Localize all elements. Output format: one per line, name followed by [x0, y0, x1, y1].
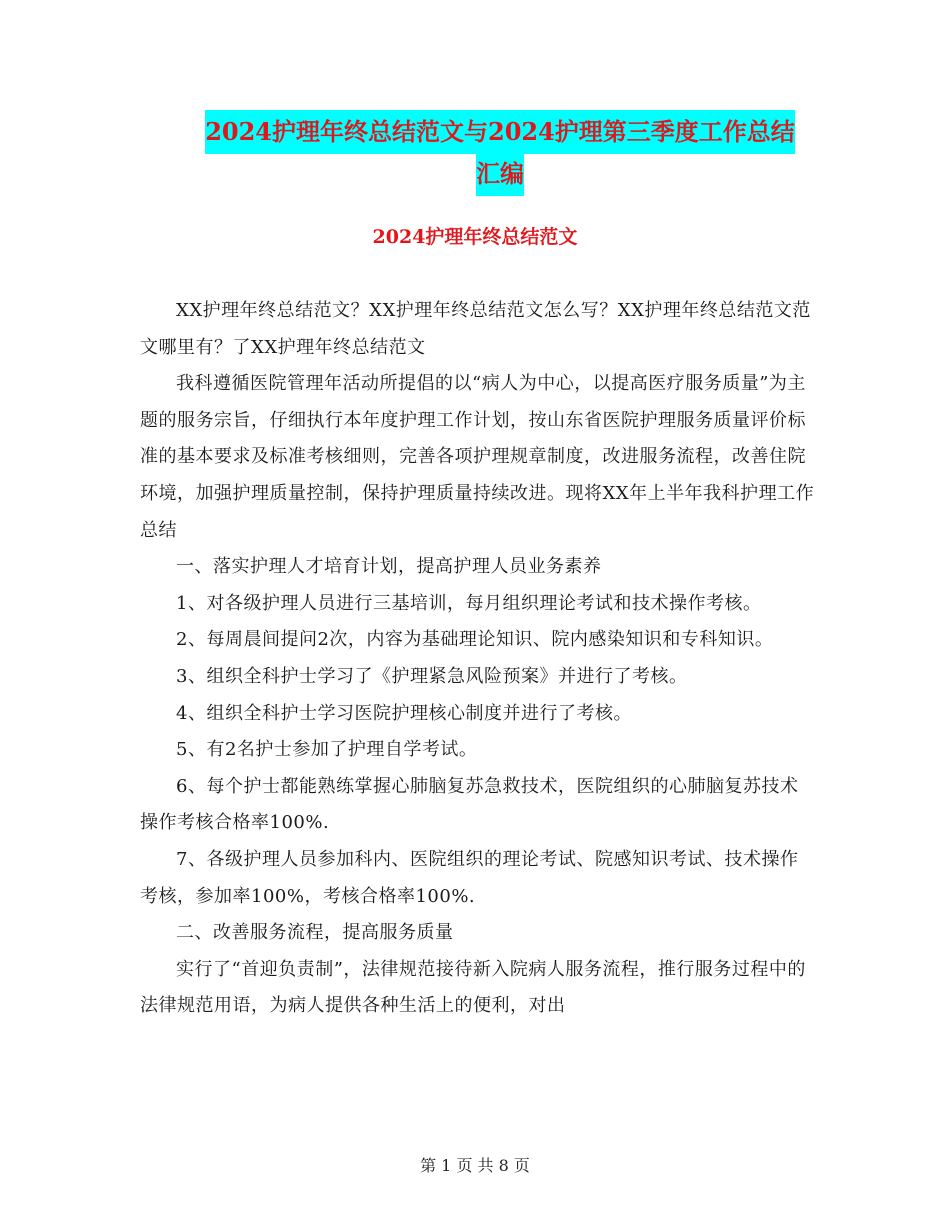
document-body — [140, 293, 816, 1025]
list-item: 2、每周晨间提问2次，内容为基础理论知识、院内感染知识和专科知识。 — [176, 629, 774, 651]
list-item: 5、有2名护士参加了护理自学考试。 — [176, 739, 478, 761]
page-footer: 第 1 页 共 8 页 — [420, 1156, 530, 1175]
list-item: 4、组织全科护士学习医院护理核心制度并进行了考核。 — [176, 702, 632, 724]
heading-paragraph: 二、改善服务流程，提高服务质量 — [176, 922, 454, 944]
paragraph: 我科遵循医院管理年活动所提倡的以“病人为中心，以提高医疗服务质量”为主题的服务宗旨，仔细执行本年度护理工作计划，按山东省医院护理服务质量评价标准的基本要求及标准考核细则，完善各项护理规章制度，改进服务流程，改善住院环境，加强护理质量控制，保持护理质量持续改进。现将XX年上半年我科护理工作总结 — [140, 373, 815, 541]
heading-paragraph: 一、落实护理人才培育计划，提高护理人员业务素养 — [176, 556, 602, 578]
list-item: 3、组织全科护士学习了《护理紧急风险预案》并进行了考核。 — [176, 665, 688, 687]
list-item: 6、每个护士都能熟练掌握心肺脑复苏急救技术，医院组织的心肺脑复苏技术操作考核合格率100%. — [140, 775, 799, 834]
document-title-line-1 — [150, 110, 850, 154]
section-title: 2024护理年终总结范文 — [372, 226, 578, 248]
list-item: 7、各级护理人员参加科内、医院组织的理论考试、院感知识考试、技术操作考核，参加率100%，考核合格率100%. — [140, 848, 799, 907]
title-highlight: 汇编 — [476, 152, 524, 196]
paragraph: 实行了“首迎负责制”，法律规范接待新入院病人服务流程，推行服务过程中的法律规范用语，为病人提供各种生活上的便利，对出 — [140, 958, 806, 1017]
title-highlight: 2024护理年终总结范文与2024护理第三季度工作总结 — [205, 110, 795, 154]
list-item: 1、对各级护理人员进行三基培训，每月组织理论考试和技术操作考核。 — [176, 592, 762, 614]
document-title-line-2 — [150, 152, 850, 196]
paragraph: XX护理年终总结范文？XX护理年终总结范文怎么写？XX护理年终总结范文范文哪里有？了XX护理年终总结范文 — [140, 300, 811, 358]
